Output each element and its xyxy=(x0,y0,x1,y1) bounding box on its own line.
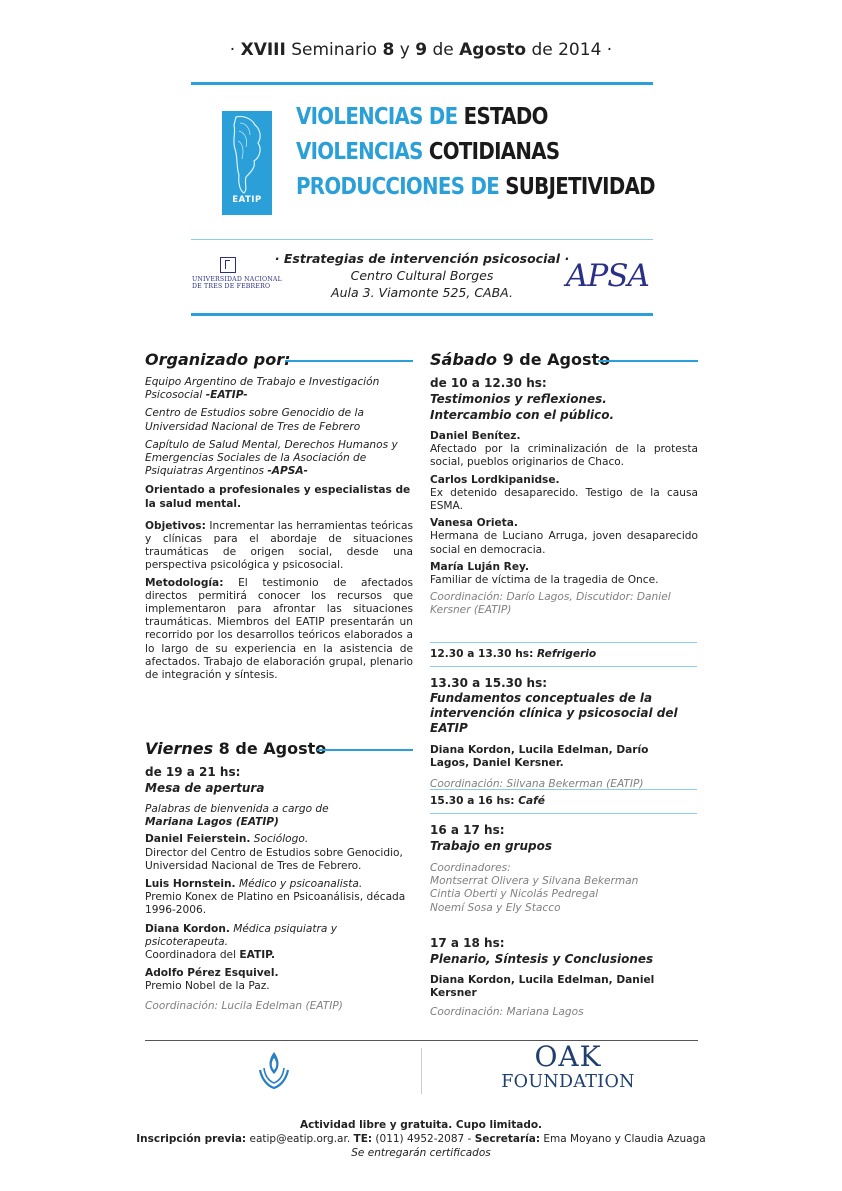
seminar-day-8: 8 xyxy=(382,40,395,60)
seminar-of: de xyxy=(427,40,460,60)
s1-title: Testimonios y reflexiones. Intercambio con el público. xyxy=(430,392,615,422)
s2-coordination: Coordinación: Silvana Bekerman (EATIP) xyxy=(430,778,644,791)
footer-top-rule xyxy=(145,1040,698,1041)
s4-names: Diana Kordon, Lucila Edelman, Daniel Kersner xyxy=(430,974,655,1000)
title-line-3: PRODUCCIONES DE SUBJETIVIDAD xyxy=(296,174,655,200)
right-column xyxy=(430,350,698,618)
footer-info xyxy=(0,1118,842,1160)
speaker-feierstein: Daniel Feierstein. Sociólogo. Director del Centro de Estudios sobre Genocidio, Universidad Nacional de Tres de Febrero. xyxy=(145,833,403,872)
org-eatip: Equipo Argentino de Trabajo e Investigación Psicosocial -EATIP- xyxy=(145,376,380,402)
s4-title: Plenario, Síntesis y Conclusiones xyxy=(430,952,654,966)
seminar-year: de 2014 · xyxy=(526,40,613,60)
viernes-section xyxy=(145,739,413,1013)
rule-before-refrigerio xyxy=(430,642,697,643)
footer-line-2: Inscripción previa: eatip@eatip.org.ar. TE: (011) 4952-2087 - Secretaría: Ema Moyano y Claudia Azuaga xyxy=(136,1133,706,1145)
eatip-logo-text: EATIP xyxy=(232,195,262,205)
viernes-session: Mesa de apertura xyxy=(145,781,265,795)
footer-line-1: Actividad libre y gratuita. Cupo limitado. xyxy=(299,1119,543,1131)
untref-emblem-icon xyxy=(220,257,236,273)
s3-coord-label: Coordinadores: xyxy=(430,862,511,874)
session-2 xyxy=(430,676,698,792)
oak-logo-line-1: OAK xyxy=(534,1040,602,1073)
seminar-month: Agosto xyxy=(459,40,527,60)
s4-time: 17 a 18 hs: xyxy=(430,936,505,950)
oak-logo-line-2: FOUNDATION xyxy=(501,1072,635,1092)
s3-time: 16 a 17 hs: xyxy=(430,823,505,837)
header-top-rule xyxy=(191,82,653,85)
main-title xyxy=(296,100,696,205)
seminar-word: Seminario xyxy=(285,40,383,60)
orientado-text: Orientado a profesionales y especialistas de la salud mental. xyxy=(145,484,411,510)
session-4 xyxy=(430,936,698,1020)
s1-coordination: Coordinación: Darío Lagos, Discutidor: Daniel Kersner (EATIP) xyxy=(430,591,671,617)
testimonio-lordkipanidse: Carlos Lordkipanidse. Ex detenido desaparecido. Testigo de la causa ESMA. xyxy=(430,473,698,513)
speaker-hornstein: Luis Hornstein. Médico y psicoanalista. Premio Konex de Platino en Psicoanálisis, década 1996-2006. xyxy=(145,878,406,917)
s3-coord-line-2: Cintia Oberti y Nicolás Pedregal xyxy=(430,888,599,901)
s1-time: de 10 a 12.30 hs: xyxy=(430,376,547,390)
eatip-logo xyxy=(222,111,272,215)
s3-coord-line-1: Montserrat Olivera y Silvana Bekerman xyxy=(430,875,639,888)
header-mid-rule xyxy=(191,239,653,240)
objetivos-text: Objetivos: Incrementar las herramientas teóricas y clínicas para el abordaje de situaciones traumáticas de origen social, desde una perspectiva psicológica y psicosocial. xyxy=(145,519,413,572)
s3-title: Trabajo en grupos xyxy=(430,839,552,853)
title-line-1: VIOLENCIAS DE ESTADO xyxy=(296,104,548,130)
left-column xyxy=(145,350,413,682)
untref-line-2: DE TRES DE FEBRERO xyxy=(192,283,271,290)
s2-title: Fundamentos conceptuales de la intervención clínica y psicosocial del EATIP xyxy=(430,691,678,735)
viernes-coordination: Coordinación: Lucila Edelman (EATIP) xyxy=(145,999,343,1012)
seminar-title-line xyxy=(0,40,842,60)
seminar-prefix: · xyxy=(229,40,241,60)
speaker-kordon: Diana Kordon. Médica psiquiatra y psicoterapeuta. Coordinadora del EATIP. xyxy=(145,922,337,962)
viernes-mariana: Mariana Lagos (EATIP) xyxy=(145,816,279,829)
untref-line-1: UNIVERSIDAD NACIONAL xyxy=(192,276,282,283)
oak-foundation-logo xyxy=(497,1042,639,1092)
organizado-title: Organizado por: xyxy=(145,350,291,369)
speaker-perez-esquivel: Adolfo Pérez Esquivel. Premio Nobel de la Paz. xyxy=(145,967,279,993)
venue-address: Aula 3. Viamonte 525, CABA. xyxy=(331,285,513,300)
org-untref: Centro de Estudios sobre Genocidio de la Universidad Nacional de Tres de Febrero xyxy=(145,407,364,433)
event-subtitle: · Estrategias de intervención psicosocial · xyxy=(274,251,570,266)
testimonio-orieta: Vanesa Orieta. Hermana de Luciano Arruga, joven desaparecido social en democracia. xyxy=(430,517,698,556)
venue-block xyxy=(270,250,574,301)
sabado-title: Sábado 9 de Agosto xyxy=(430,350,611,369)
cafe-row: 15.30 a 16 hs: Café xyxy=(430,795,545,807)
s4-coordination: Coordinación: Mariana Lagos xyxy=(430,1006,584,1019)
metodologia-text: Metodología: El testimonio de afectados directos permitirá conocer los recursos que implementaron para afrontar las situaciones traumáticas. Miembros del EATIP presentarán un recorrido por los desarrollos teóricos elaborados a lo largo de su experiencia en la asistencia de afectados. Trabajo de elaboración grupal, plenario de integración y síntesis. xyxy=(145,576,413,682)
sabado-rule xyxy=(598,360,698,362)
seminar-day-9: 9 xyxy=(415,40,428,60)
rule-after-refrigerio xyxy=(430,666,697,667)
rule-before-cafe xyxy=(430,789,697,790)
testimonio-benitez: Daniel Benítez. Afectado por la criminalización de la protesta social, pueblos originarios de Chaco. xyxy=(430,430,698,469)
footer-line-3: Se entregarán certificados xyxy=(351,1147,491,1159)
refrigerio-row: 12.30 a 13.30 hs: Refrigerio xyxy=(430,648,597,660)
header-bottom-rule xyxy=(191,313,653,316)
testimonio-rey: María Luján Rey. Familiar de víctima de la tragedia de Once. xyxy=(430,560,659,587)
seminar-and: y xyxy=(394,40,416,60)
venue-name: Centro Cultural Borges xyxy=(350,268,494,283)
org-apsa: Capítulo de Salud Mental, Derechos Humanos y Emergencias Sociales de la Asociación de Psiquiatras Argentinos -APSA- xyxy=(145,438,398,478)
apsa-logo: APSA xyxy=(566,258,649,294)
s3-coord-line-3: Noemí Sosa y Ely Stacco xyxy=(430,901,561,914)
organizado-rule xyxy=(285,360,413,362)
logo-divider xyxy=(421,1048,422,1094)
session-3 xyxy=(430,823,698,915)
untref-logo xyxy=(192,257,282,290)
s2-time: 13.30 a 15.30 hs: xyxy=(430,676,548,690)
s2-names: Diana Kordon, Lucila Edelman, Darío Lagos, Daniel Kersner. xyxy=(430,744,649,770)
viernes-rule xyxy=(317,749,413,751)
viernes-palabras: Palabras de bienvenida a cargo de xyxy=(145,803,329,815)
viernes-title: Viernes 8 de Agosto xyxy=(145,739,327,758)
seminar-number: XVIII xyxy=(240,40,286,60)
rule-after-cafe xyxy=(430,813,697,814)
viernes-time: de 19 a 21 hs: xyxy=(145,765,241,779)
title-line-2: VIOLENCIAS COTIDIANAS xyxy=(296,139,560,165)
un-human-rights-logo-icon xyxy=(254,1048,294,1092)
